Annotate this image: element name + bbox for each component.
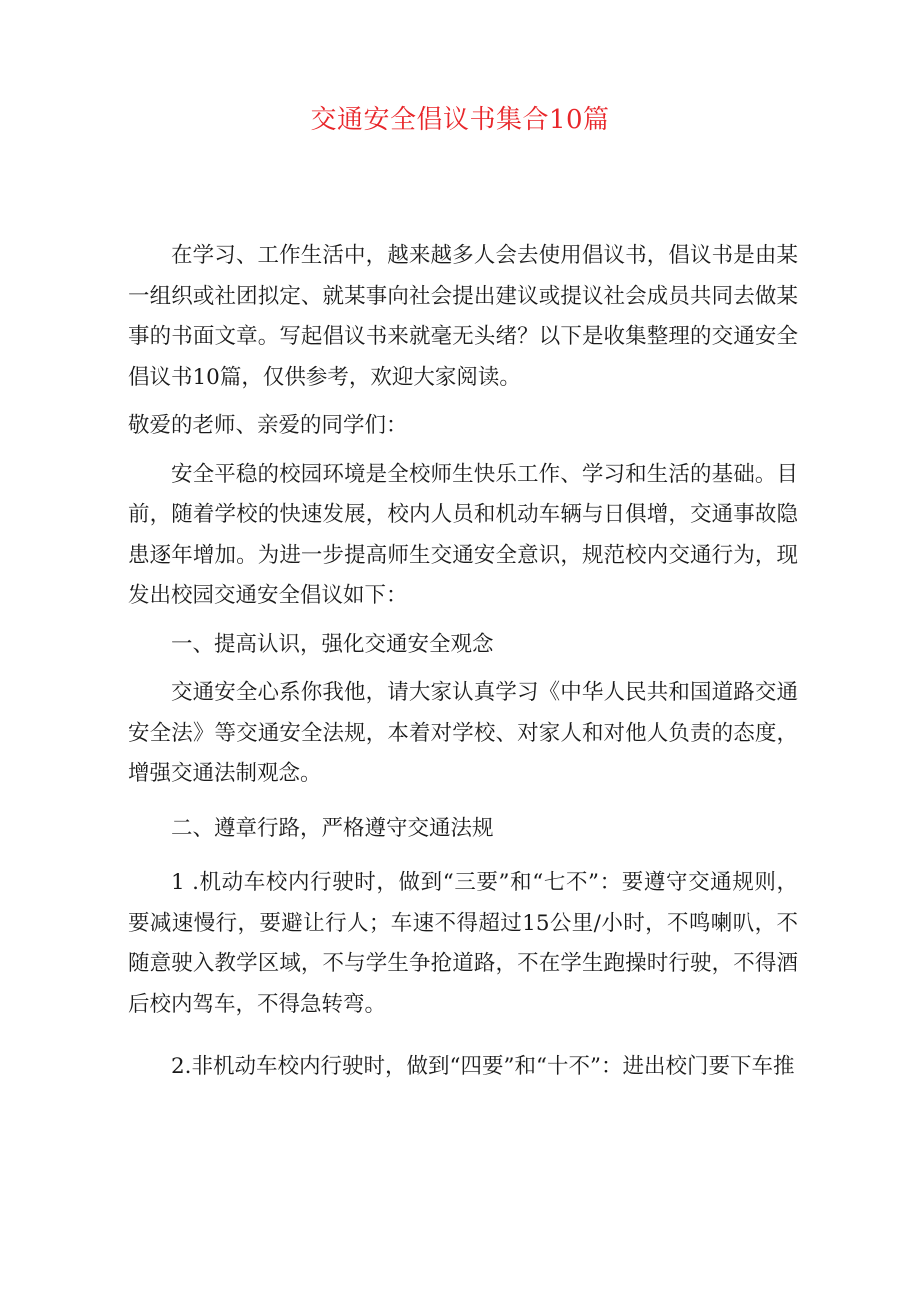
document-body [128,236,798,1088]
section-heading: 二、遵章行路，严格遵守交通法规 [171,815,494,841]
intro-paragraph: 在学习、工作生活中，越来越多人会去使用倡议书，倡议书是由某一组织或社团拟定、就某事向社会提出建议或提议社会成员共同去做某事的书面文章。写起倡议书来就毫无头绪？以下是收集整理的交通安全倡议书10篇，仅供参考，欢迎大家阅读。 [128,243,798,390]
section-heading: 一、提高认识，强化交通安全观念 [171,631,494,657]
body-paragraph: 交通安全心系你我他，请大家认真学习《中华人民共和国道路交通安全法》等交通安全法规，本着对学校、对家人和对他人负责的态度，增强交通法制观念。 [128,680,798,786]
document-title: 交通安全倡议书集合10篇 [310,105,610,135]
list-item: 2.非机动车校内行驶时，做到“四要”和“十不”：进出校门要下车推 [171,1054,795,1079]
list-item: 1 .机动车校内行驶时，做到“三要”和“七不”：要遵守交通规则，要减速慢行，要避让行人；车速不得超过15公里/小时，不鸣喇叭，不随意驶入教学区域，不与学生争抢道路，不在学生跑操时行驶，不得酒后校内驾车，不得急转弯。 [128,870,798,1017]
salutation: 敬爱的老师、亲爱的同学们： [128,413,408,438]
body-paragraph: 安全平稳的校园环境是全校师生快乐工作、学习和生活的基础。目前，随着学校的快速发展，校内人员和机动车辆与日俱增，交通事故隐患逐年增加。为进一步提高师生交通安全意识，规范校内交通行为，现发出校园交通安全倡议如下： [128,461,798,608]
